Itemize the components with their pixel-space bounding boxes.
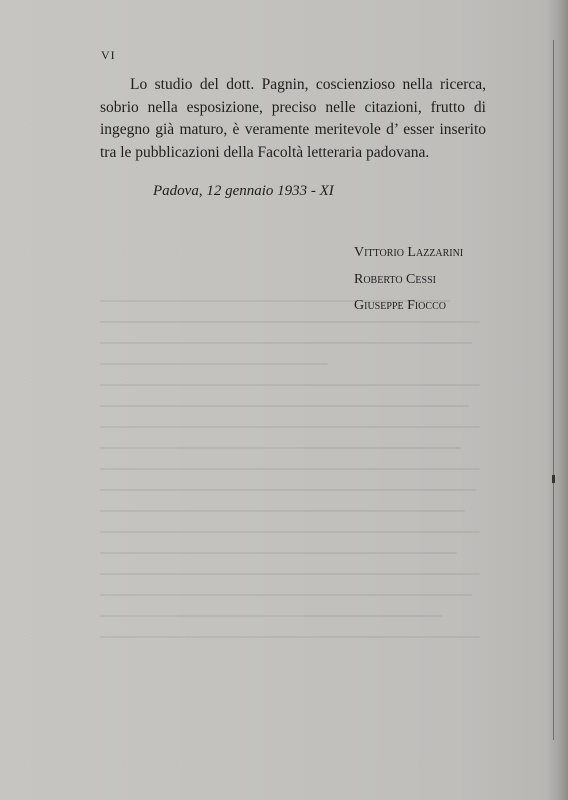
dateline: Padova, 12 gennaio 1933 - XI [153,183,334,199]
signatures-block [354,240,463,320]
page-number: VI [101,48,116,62]
body-paragraph: Lo studio del dott. Pagnin, coscienzioso nella ricerca, sobrio nella esposizione, preciso nelle citazioni, frutto di ingegno già maturo, è veramente meritevole d’ esser inserito tra le pubblicazioni della Facoltà letteraria padovana. [100,76,486,161]
signatory-name: Giuseppe Fiocco [354,298,446,313]
signatory-name: Vittorio Lazzarini [354,245,464,260]
bleed-through-text [100,300,480,680]
page-edge-line [553,40,554,740]
page-edge-mark [552,475,555,483]
signatory-name: Roberto Cessi [354,271,436,287]
page-fold-shadow [546,0,568,800]
